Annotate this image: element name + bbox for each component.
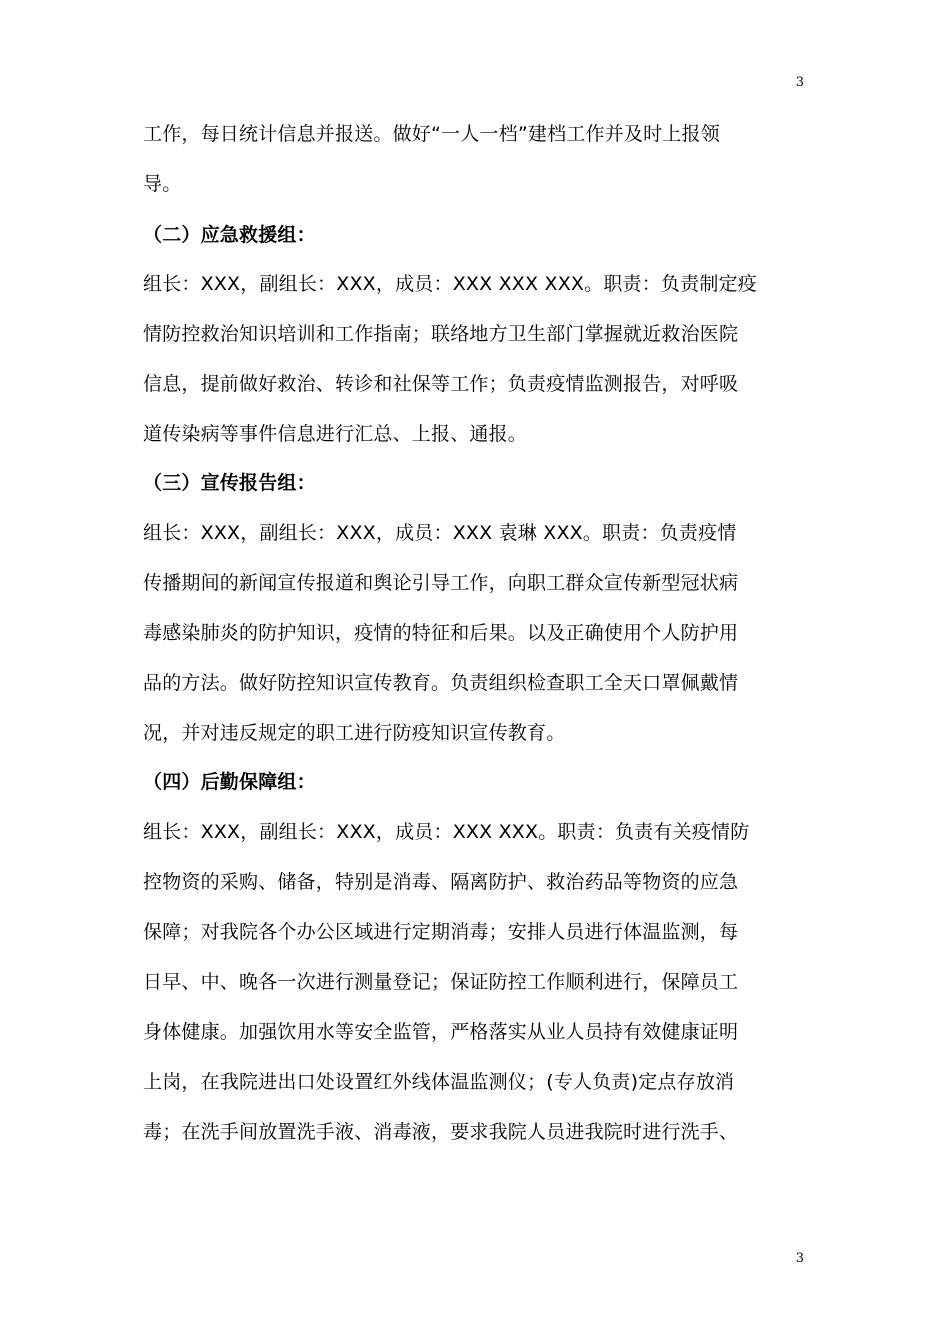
- paragraph-line: 道传染病等事件信息进行汇总、上报、通报。: [143, 423, 528, 445]
- section-heading-logistics: （四）后勤保障组：: [143, 771, 316, 793]
- paragraph-line: 毒感染肺炎的防护知识，疫情的特征和后果。以及正确使用个人防护用: [143, 622, 739, 644]
- paragraph-line: 组长：XXX，副组长：XXX，成员：XXX 袁琳 XXX。职责：负责疫情: [143, 522, 737, 544]
- page-number-top: 3: [795, 75, 804, 90]
- paragraph-line: 况，并对违反规定的职工进行防疫知识宣传教育。: [143, 722, 566, 744]
- paragraph-line: 信息，提前做好救治、转诊和社保等工作；负责疫情监测报告，对呼吸: [143, 373, 739, 395]
- paragraph-line: 日早、中、晚各一次进行测量登记；保证防控工作顺利进行，保障员工: [143, 971, 739, 993]
- paragraph-line: 情防控救治知识培训和工作指南；联络地方卫生部门掌握就近救治医院: [143, 323, 739, 345]
- paragraph-line: 导。: [143, 173, 182, 195]
- paragraph-line: 上岗，在我院进出口处设置红外线体温监测仪；(专人负责)定点存放消: [143, 1071, 735, 1093]
- paragraph-line: 传播期间的新闻宣传报道和舆论引导工作，向职工群众宣传新型冠状病: [143, 572, 739, 594]
- paragraph-line: 组长：XXX，副组长：XXX，成员：XXX XXX XXX。职责：负责制定疫: [143, 273, 757, 295]
- section-heading-publicity-report: （三）宣传报告组：: [143, 472, 316, 494]
- paragraph-line: 身体健康。加强饮用水等安全监管，严格落实从业人员持有效健康证明: [143, 1021, 739, 1043]
- paragraph-line: 组长：XXX，副组长：XXX，成员：XXX XXX。职责：负责有关疫情防: [143, 821, 750, 843]
- page-number-bottom: 3: [795, 1251, 804, 1266]
- paragraph-line: 控物资的采购、储备，特别是消毒、隔离防护、救治药品等物资的应急: [143, 871, 739, 893]
- section-heading-emergency-rescue: （二）应急救援组：: [143, 224, 316, 246]
- paragraph-line: 工作，每日统计信息并报送。做好“一人一档”建档工作并及时上报领: [143, 123, 720, 145]
- paragraph-line: 品的方法。做好防控知识宣传教育。负责组织检查职工全天口罩佩戴情: [143, 672, 739, 694]
- paragraph-line: 保障；对我院各个办公区域进行定期消毒；安排人员进行体温监测，每: [143, 921, 739, 943]
- paragraph-line: 毒；在洗手间放置洗手液、消毒液，要求我院人员进我院时进行洗手、: [143, 1121, 739, 1143]
